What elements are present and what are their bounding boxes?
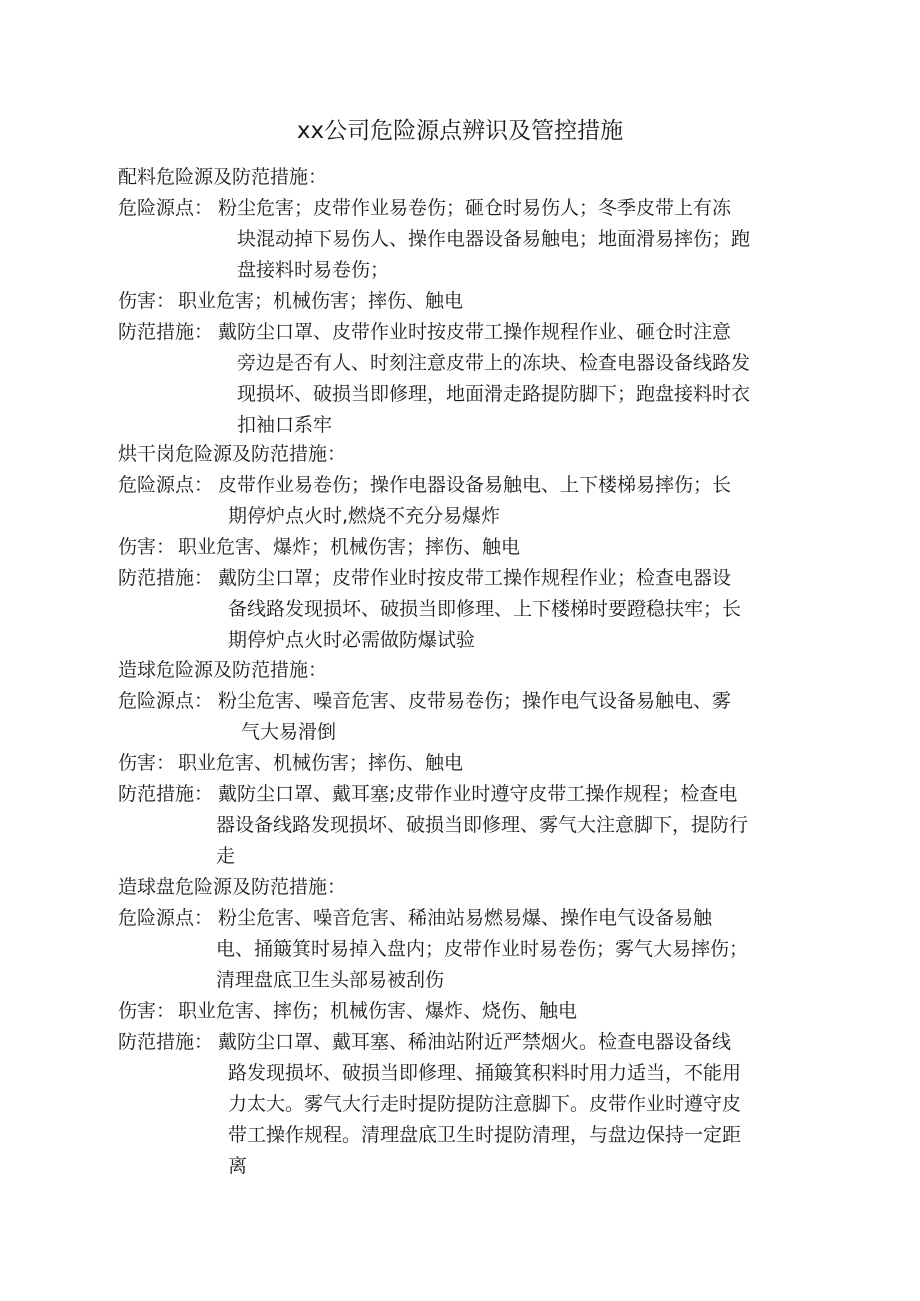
hazard-line: 粉尘危害、噪音危害、稀油站易燃易爆、操作电气设备易触 xyxy=(218,907,713,929)
section-heading: 造球盘危险源及防范措施： xyxy=(118,876,347,898)
section-heading: 造球危险源及防范措施： xyxy=(118,659,328,681)
harm-text: 职业危害；机械伤害；摔伤、触电 xyxy=(178,290,464,312)
measures-line: 戴防尘口罩、戴耳塞、稀油站附近严禁烟火。检查电器设备线 xyxy=(218,1031,732,1053)
hazard-line: 皮带作业易卷伤；操作电器设备易触电、上下楼梯易摔伤；长 xyxy=(218,474,732,496)
measures-line: 力太大。雾气大行走时提防提防注意脚下。皮带作业时遵守皮 xyxy=(228,1093,742,1115)
measures-line: 路发现损坏、破损当即修理、捅簸箕积料时用力适当，不能用 xyxy=(228,1062,742,1084)
hazard-label: 危险源点： xyxy=(118,907,214,929)
hazard-line: 清理盘底卫生头部易被刮伤 xyxy=(216,969,445,991)
hazard-line: 期停炉点火时,燃烧不充分易爆炸 xyxy=(228,505,501,527)
hazard-label: 危险源点： xyxy=(118,474,214,496)
measures-line: 旁边是否有人、时刻注意皮带上的冻块、检查电器设备线路发 xyxy=(237,352,751,374)
measures-label: 防范措施： xyxy=(118,1031,214,1053)
measures-label: 防范措施： xyxy=(118,567,214,589)
measures-line: 备线路发现损坏、破损当即修理、上下楼梯时要蹬稳扶牢；长 xyxy=(228,598,742,620)
document-title: xx公司危险源点辨识及管控措施 xyxy=(296,118,624,144)
harm-text: 职业危害、机械伤害；摔伤、触电 xyxy=(178,752,464,774)
measures-label: 防范措施： xyxy=(118,783,214,805)
hazard-line: 粉尘危害、噪音危害、皮带易卷伤；操作电气设备易触电、雾 xyxy=(218,690,732,712)
harm-label: 伤害： xyxy=(118,752,176,774)
measures-line: 现损坏、破损当即修理，地面滑走路提防脚下；跑盘接料时衣 xyxy=(237,383,751,405)
section-heading: 烘干岗危险源及防范措施： xyxy=(118,443,347,465)
hazard-line: 盘接料时易卷伤； xyxy=(237,259,390,281)
hazard-line: 电、捅簸箕时易掉入盘内；皮带作业时易卷伤；雾气大易摔伤； xyxy=(216,938,749,960)
harm-text: 职业危害、爆炸；机械伤害；摔伤、触电 xyxy=(178,536,521,558)
hazard-line: 气大易滑倒 xyxy=(241,721,337,743)
measures-line: 带工操作规程。清理盘底卫生时提防清理，与盘边保持一定距 xyxy=(228,1124,742,1146)
hazard-label: 危险源点： xyxy=(118,690,214,712)
measures-line: 器设备线路发现损坏、破损当即修理、雾气大注意脚下，提防行 xyxy=(216,814,749,836)
measures-line: 戴防尘口罩、皮带作业时按皮带工操作规程作业、砸仓时注意 xyxy=(218,321,732,343)
hazard-label: 危险源点： xyxy=(118,197,214,219)
hazard-line: 粉尘危害；皮带作业易卷伤；砸仓时易伤人；冬季皮带上有冻 xyxy=(218,197,732,219)
harm-label: 伤害： xyxy=(118,290,176,312)
measures-line: 戴防尘口罩；皮带作业时按皮带工操作规程作业；检查电器设 xyxy=(218,567,732,589)
harm-label: 伤害： xyxy=(118,1000,176,1022)
harm-text: 职业危害、摔伤；机械伤害、爆炸、烧伤、触电 xyxy=(178,1000,578,1022)
section-heading: 配料危险源及防范措施： xyxy=(118,166,328,188)
measures-line: 期停炉点火时必需做防爆试验 xyxy=(228,629,476,651)
measures-line: 走 xyxy=(216,845,236,867)
measures-line: 扣袖口系牢 xyxy=(237,414,333,436)
measures-line: 离 xyxy=(228,1155,248,1177)
measures-line: 戴防尘口罩、戴耳塞;皮带作业时遵守皮带工操作规程；检查电 xyxy=(218,783,738,805)
harm-label: 伤害： xyxy=(118,536,176,558)
measures-label: 防范措施： xyxy=(118,321,214,343)
hazard-line: 块混动掉下易伤人、操作电器设备易触电；地面滑易摔伤；跑 xyxy=(237,228,751,250)
